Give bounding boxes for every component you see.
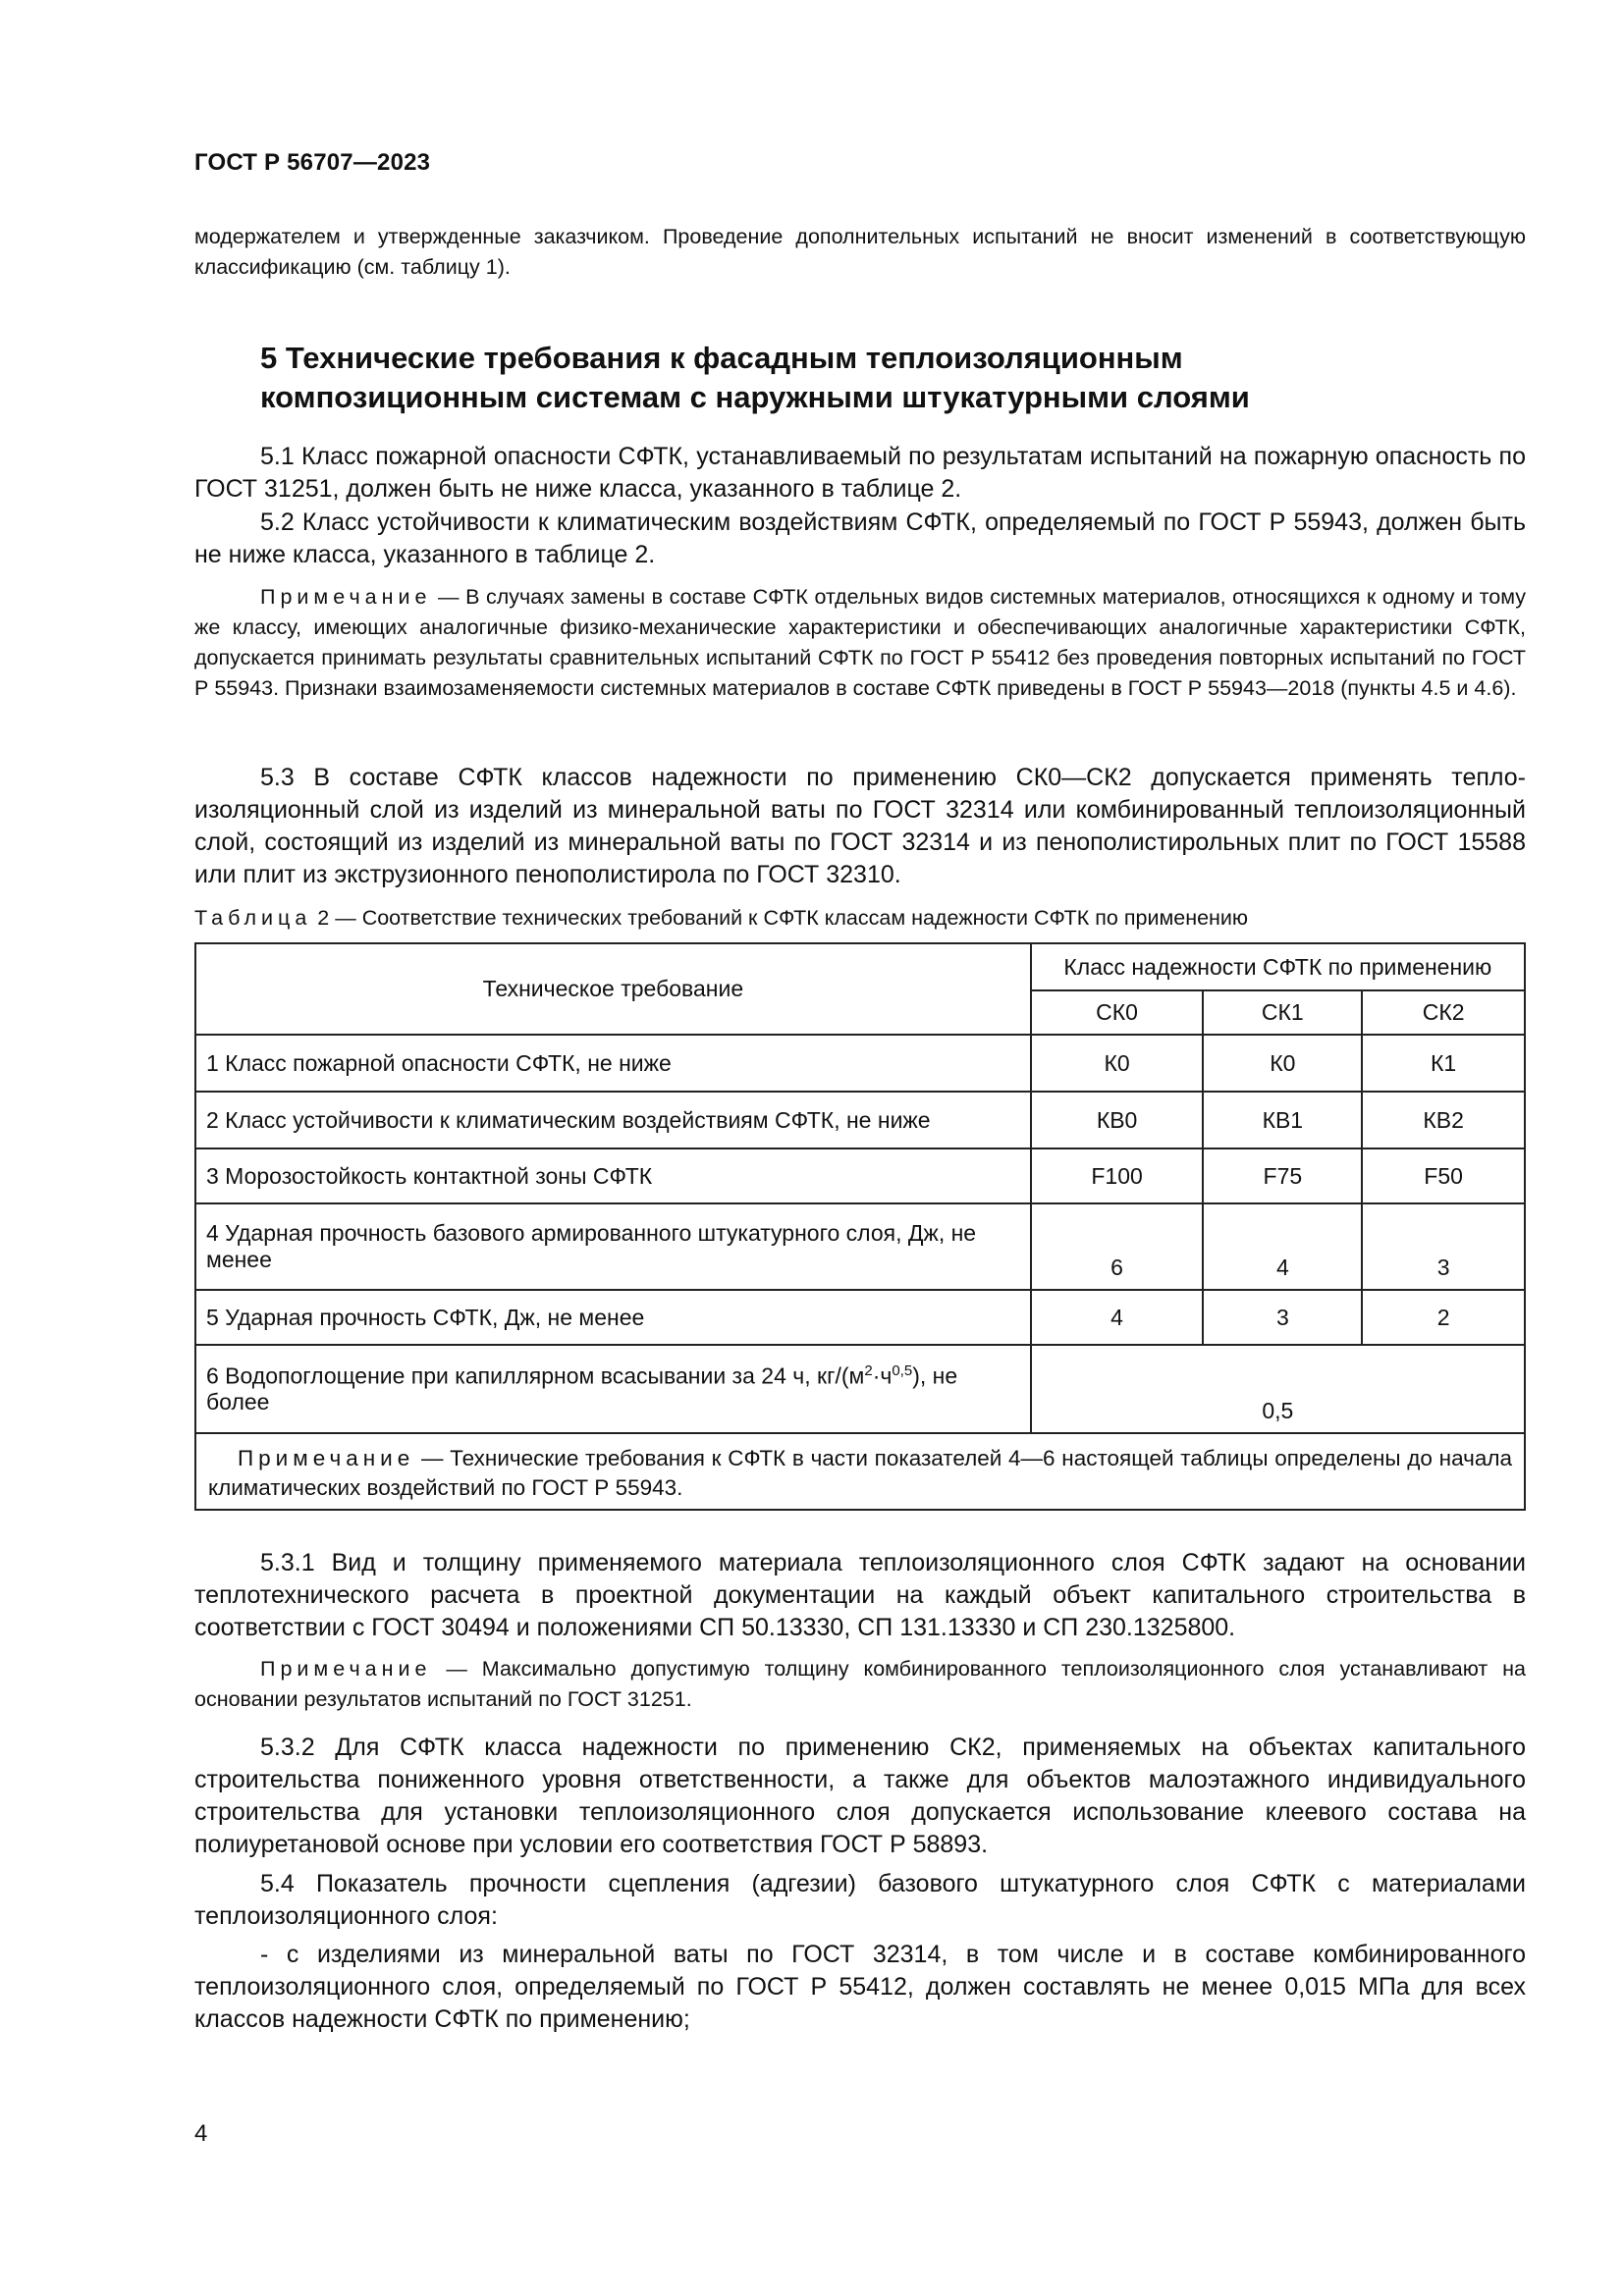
row-1-ck1: К0: [1203, 1035, 1362, 1092]
note-1-label: Примечание: [260, 585, 432, 609]
table-row: [195, 1290, 1525, 1345]
row-1-ck2: К1: [1362, 1035, 1525, 1092]
row-5-requirement: 5 Ударная прочность СФТК, Дж, не менее: [195, 1290, 1031, 1345]
intro-paragraph: модержателем и утвержденные заказчиком. Проведение дополнительных испытаний не вносит изменений в соответствующую классификацию (см. таблицу 1).: [194, 225, 1526, 279]
paragraph-5-3-1: 5.3.1 Вид и толщину применяемого материала теплоизоляционного слоя СФТК задают на основании теплотехнического расчета в проектной документации на каждый объект капитального строительства в соответствии с ГОСТ 30494 и положениями СП 50.13330, СП 131.13330 и СП 230.1325800.: [194, 1549, 1526, 1641]
section-title-line-2: композиционным системам с наружными штукатурными слоями: [260, 380, 1250, 414]
table-row: [195, 1035, 1525, 1092]
page-number: 4: [194, 2120, 208, 2147]
header-ck0: СК0: [1031, 990, 1204, 1035]
row-4-ck2: 3: [1362, 1203, 1525, 1290]
row-2-ck1: КВ1: [1203, 1092, 1362, 1148]
row-4-requirement: 4 Ударная прочность базового армированного штукатурного слоя, Дж, не менее: [195, 1203, 1031, 1290]
header-class-group: Класс надежности СФТК по применению: [1031, 943, 1525, 990]
row-6-req-part-c: ), не более: [206, 1362, 958, 1415]
row-6-sup-1: 2: [864, 1362, 873, 1379]
note-1-text: — В случаях замены в составе СФТК отдельных видов системных материалов, относящихся к одному и тому же классу, имеющих аналогичные физико-механические характеристики и обеспечивающих аналогичные характеристики СФТК, допускается принимать результаты сравнительных испытаний СФТК по ГОСТ Р 55412 без проведения повторных испытаний по ГОСТ Р 55943. Признаки взаимозаменяемости системных материалов в составе СФТК приведены в ГОСТ Р 55943—2018 (пункты 4.5 и 4.6).: [194, 585, 1526, 700]
paragraph-5-4-item: - с изделиями из минеральной ваты по ГОСТ 32314, в том числе и в составе комбинированного теплоизоляционного слоя, определяемый по ГОСТ Р 55412, должен составлять не менее 0,015 МПа для всех классов надежности СФТК по применению;: [194, 1941, 1526, 2033]
row-6-requirement: [195, 1345, 1031, 1433]
header-requirement: Техническое требование: [195, 943, 1031, 1035]
table-row: [195, 1092, 1525, 1148]
row-3-ck0: F100: [1031, 1148, 1204, 1203]
note-2: [194, 1654, 1526, 1715]
paragraph-5-4: 5.4 Показатель прочности сцепления (адгезии) базового штукатурного слоя СФТК с материалами теплоизоляционного слоя:: [194, 1870, 1526, 1930]
row-6-req-part-a: 6 Водопоглощение при капиллярном всасывании за 24 ч, кг/(м: [206, 1362, 865, 1389]
row-3-ck1: F75: [1203, 1148, 1362, 1203]
row-3-requirement: 3 Морозостойкость контактной зоны СФТК: [195, 1148, 1031, 1203]
row-2-ck0: КВ0: [1031, 1092, 1204, 1148]
table-note-row: [195, 1433, 1525, 1510]
note-2-label: Примечание: [260, 1657, 432, 1681]
document-header: ГОСТ Р 56707—2023: [194, 149, 431, 176]
row-6-sup-2: 0,5: [892, 1362, 913, 1379]
note-1: [194, 582, 1526, 704]
row-5-ck2: 2: [1362, 1290, 1525, 1345]
requirements-table: [194, 942, 1526, 1511]
paragraph-5-3-2: 5.3.2 Для СФТК класса надежности по применению СК2, применяемых на объектах капитального строительства пониженного уровня ответственности, а также для объектов малоэтажного индивидуального строительства для установки теплоизоляционного слоя допускается использование клеевого состава на полиуретановой основе при условии его соответствия ГОСТ Р 58893.: [194, 1734, 1526, 1858]
table-note-text: — Технические требования к СФТК в части показателей 4—6 настоящей таблицы определены до начала климатических воздействий по ГОСТ Р 55943.: [208, 1446, 1512, 1500]
row-1-requirement: 1 Класс пожарной опасности СФТК, не ниже: [195, 1035, 1031, 1092]
table-header-row: [195, 943, 1525, 990]
row-3-ck2: F50: [1362, 1148, 1525, 1203]
row-5-ck0: 4: [1031, 1290, 1204, 1345]
table-caption-label: Таблица: [194, 906, 312, 930]
paragraph-5-1: 5.1 Класс пожарной опасности СФТК, устанавливаемый по результатам испытаний на пожарную опасность по ГОСТ 31251, должен быть не ниже класса, указанного в таблице 2.: [194, 443, 1526, 503]
header-ck1: СК1: [1203, 990, 1362, 1035]
table-note-label: Примечание: [238, 1446, 415, 1470]
row-6-req-part-b: ·ч: [872, 1362, 893, 1389]
table-caption-text: 2 — Соответствие технических требований к СФТК классам надежности СФТК по применению: [311, 906, 1249, 930]
table-note: [195, 1433, 1525, 1510]
row-2-ck2: КВ2: [1362, 1092, 1525, 1148]
section-title: [260, 339, 1250, 417]
row-1-ck0: К0: [1031, 1035, 1204, 1092]
row-6-value: 0,5: [1031, 1345, 1525, 1433]
section-title-line-1: 5 Технические требования к фасадным теплоизоляционным: [260, 341, 1183, 375]
table-row: [195, 1148, 1525, 1203]
row-5-ck1: 3: [1203, 1290, 1362, 1345]
paragraph-5-3: 5.3 В составе СФТК классов надежности по применению СК0—СК2 допускается применять теплоизоляционный слой из изделий из минеральной ваты по ГОСТ 32314 или комбинированный теплоизоляционный слой, состоящий из изделий из минеральной ваты по ГОСТ 32314 и из пенополистирольных плит по ГОСТ 15588 или плит из экструзионного пенополистирола по ГОСТ 32310.: [194, 764, 1526, 888]
table-caption: [194, 903, 1248, 933]
paragraph-5-2: 5.2 Класс устойчивости к климатическим воздействиям СФТК, определяемый по ГОСТ Р 55943, должен быть не ниже класса, указанного в таблице 2.: [194, 508, 1526, 568]
row-2-requirement: 2 Класс устойчивости к климатическим воздействиям СФТК, не ниже: [195, 1092, 1031, 1148]
table-row: [195, 1345, 1525, 1433]
note-2-text: — Максимально допустимую толщину комбинированного теплоизоляционного слоя устанавливают на основании результатов испытаний по ГОСТ 31251.: [194, 1657, 1526, 1711]
row-4-ck0: 6: [1031, 1203, 1204, 1290]
header-ck2: СК2: [1362, 990, 1525, 1035]
table-row: [195, 1203, 1525, 1290]
row-4-ck1: 4: [1203, 1203, 1362, 1290]
